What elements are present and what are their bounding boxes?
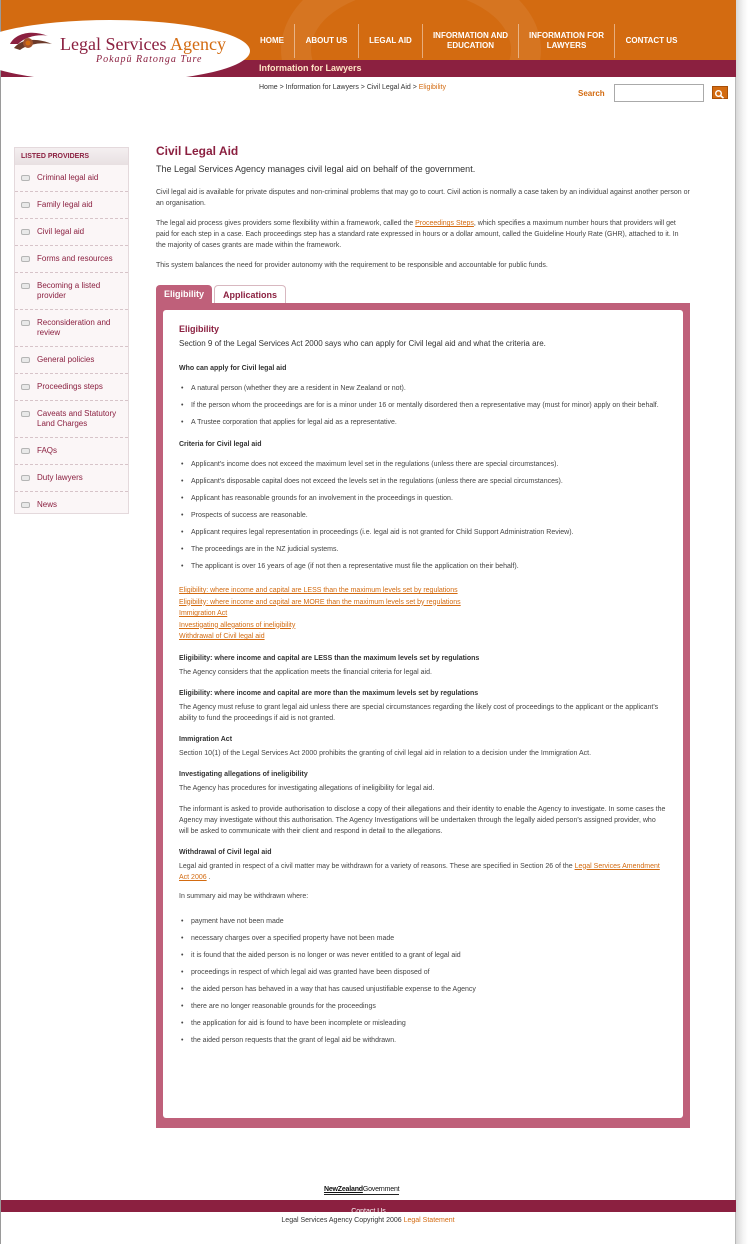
list-item: • the application for aid is found to have been incomplete or misleading bbox=[179, 1019, 667, 1028]
breadcrumb-home[interactable]: Home bbox=[259, 84, 278, 91]
sidebar-item-label: Criminal legal aid bbox=[37, 173, 99, 182]
main-nav bbox=[250, 24, 688, 58]
list-item: • A natural person (whether they are a resident in New Zealand or not). bbox=[179, 384, 667, 393]
sidebar-item-label: General policies bbox=[37, 355, 95, 364]
eligibility-intro: Section 9 of the Legal Services Act 2000 says who can apply for Civil legal aid and what the criteria are. bbox=[179, 339, 546, 348]
logo-name-agency: Agency bbox=[169, 34, 226, 54]
search-input[interactable] bbox=[614, 84, 704, 102]
site-logo[interactable] bbox=[8, 30, 238, 70]
investigating-text-1: The Agency has procedures for investigating allegations of ineligibility for legal aid. bbox=[179, 784, 435, 792]
more-text: The Agency must refuse to grant legal aid unless there are special circumstances regarding the likely cost of proceedings to the applicant or the applicant's ability to fund the proceedings if aid is not granted. bbox=[179, 703, 659, 722]
page-shadow bbox=[736, 0, 748, 1244]
logo-name-legal: Legal Services bbox=[60, 34, 167, 54]
list-item: • the aided person has behaved in a way that has caused unjustifiable expense to the Agency bbox=[179, 985, 667, 994]
bullet-icon bbox=[21, 411, 30, 417]
sidebar-menu bbox=[15, 165, 128, 518]
list-item: • If the person whom the proceedings are for is a minor under 16 or mentally disordered then a representative may (must for minor) apply on their behalf. bbox=[179, 401, 667, 410]
search-label: Search bbox=[578, 89, 605, 98]
nav-legal-aid[interactable]: LEGAL AID bbox=[358, 24, 422, 58]
sidebar-item-civil-legal-aid[interactable] bbox=[15, 219, 128, 246]
sidebar-item-label: Becoming a listed provider bbox=[37, 281, 101, 300]
bullet-icon bbox=[21, 320, 30, 326]
list-item: • Applicant's income does not exceed the maximum level set in the regulations (unless there are special circumstances). bbox=[179, 460, 667, 469]
sidebar-item-reconsideration-and-review[interactable] bbox=[15, 310, 128, 347]
withdrawal-heading: Withdrawal of Civil legal aid bbox=[179, 848, 272, 856]
legal-statement-link[interactable]: Legal Statement bbox=[403, 1217, 455, 1224]
sidebar-item-label: Caveats and Statutory Land Charges bbox=[37, 409, 117, 428]
contact-us-link[interactable]: Contact Us bbox=[351, 1208, 386, 1215]
sidebar-item-becoming-a-listed-provider[interactable] bbox=[15, 273, 128, 310]
summary-intro: In summary aid may be withdrawn where: bbox=[179, 892, 309, 900]
list-item: • necessary charges over a specified property have not been made bbox=[179, 934, 667, 943]
intro-paragraph: Civil legal aid is available for private disputes and non-criminal problems that may go to court. Civil action is normally a case taken by an individual against another person or an organisation. bbox=[156, 189, 690, 207]
nav-information-for-lawyers[interactable]: INFORMATION FOR LAWYERS bbox=[518, 24, 614, 58]
link-eligibility-less[interactable]: Eligibility: where income and capital are LESS than the maximum levels set by regulations bbox=[179, 587, 458, 594]
sidebar-item-label: Duty lawyers bbox=[37, 473, 83, 482]
nav-home[interactable]: HOME bbox=[260, 36, 284, 45]
copyright-text: Legal Services Agency Copyright 2006 bbox=[281, 1217, 402, 1224]
eligibility-card bbox=[163, 310, 683, 1118]
link-eligibility-more[interactable]: Eligibility: where income and capital are MORE than the maximum levels set by regulations bbox=[179, 598, 461, 606]
content-tabs bbox=[156, 285, 288, 303]
listed-providers-sidebar bbox=[14, 147, 129, 514]
tab-eligibility[interactable]: Eligibility bbox=[156, 285, 212, 303]
list-item: • Applicant's disposable capital does not exceed the levels set in the regulations (unless there are special circumstances). bbox=[179, 477, 667, 486]
bullet-icon bbox=[21, 175, 30, 181]
bullet-icon bbox=[21, 448, 30, 454]
immigration-text: Section 10(1) of the Legal Services Act 2000 prohibits the granting of civil legal aid in relation to a decision under the Immigration Act. bbox=[179, 749, 592, 757]
nav-contact-us[interactable]: CONTACT US bbox=[614, 24, 688, 58]
logo-name bbox=[60, 34, 226, 55]
sidebar-item-label: Reconsideration and review bbox=[37, 318, 111, 337]
breadcrumb-current: Eligibility bbox=[418, 84, 446, 91]
list-item: • Applicant requires legal representation in proceedings (i.e. legal aid is not granted for Child Support Administration Review). bbox=[179, 528, 667, 537]
less-text: The Agency considers that the application meets the financial criteria for legal aid. bbox=[179, 668, 432, 676]
sidebar-item-label: FAQs bbox=[37, 446, 58, 455]
nzgov-part2: Government bbox=[362, 1186, 400, 1193]
balance-paragraph: This system balances the need for provider autonomy with the requirement to be responsible and accountable for public funds. bbox=[156, 262, 548, 269]
investigating-text-2: The informant is asked to provide authorisation to disclose a copy of their allegations and their identity to enable the Agency to investigate. In some cases the Agency may investigate without this authorisation. The Agency Investigations will be undertaken through the legally aided person's assigned provider, who will be asked to communicate with their client and respond in detail to the allegations. bbox=[179, 805, 666, 835]
criteria-heading: Criteria for Civil legal aid bbox=[179, 441, 262, 448]
breadcrumb: Home > Information for Lawyers > Civil Legal Aid > Eligibility bbox=[259, 84, 446, 91]
breadcrumb-civil-legal-aid[interactable]: Civil Legal Aid bbox=[366, 84, 411, 91]
tab-applications[interactable]: Applications bbox=[214, 285, 286, 303]
withdrawal-text bbox=[179, 861, 667, 883]
who-can-apply-list bbox=[179, 384, 667, 427]
withdrawal-text-after: . bbox=[206, 873, 211, 881]
nav-information-and-education[interactable]: INFORMATION AND EDUCATION bbox=[422, 24, 518, 58]
breadcrumb-information-for-lawyers[interactable]: Information for Lawyers bbox=[285, 84, 359, 91]
sidebar-item-label: Proceedings steps bbox=[37, 382, 103, 391]
sidebar-item-criminal-legal-aid[interactable] bbox=[15, 165, 128, 192]
nz-government-logo[interactable] bbox=[324, 1186, 399, 1195]
link-investigating-allegations[interactable]: Investigating allegations of ineligibility bbox=[179, 621, 296, 629]
withdrawal-text-before: Legal aid granted in respect of a civil matter may be withdrawn for a variety of reasons. These are specified in Section 26 of the bbox=[179, 862, 575, 870]
bullet-icon bbox=[21, 502, 30, 508]
bullet-icon bbox=[21, 202, 30, 208]
list-item: • A Trustee corporation that applies for legal aid as a representative. bbox=[179, 418, 667, 427]
nzgov-part1: NewZealand bbox=[324, 1186, 363, 1193]
list-item: • there are no longer reasonable grounds for the proceedings bbox=[179, 1002, 667, 1011]
list-item: • Applicant has reasonable grounds for an involvement in the proceedings in question. bbox=[179, 494, 667, 503]
sidebar-item-caveats[interactable] bbox=[15, 401, 128, 438]
copyright bbox=[0, 1217, 736, 1224]
search-button[interactable] bbox=[712, 86, 728, 99]
sidebar-item-label: Civil legal aid bbox=[37, 227, 85, 236]
sidebar-item-faqs[interactable] bbox=[15, 438, 128, 465]
bullet-icon bbox=[21, 229, 30, 235]
section-title: Information for Lawyers bbox=[259, 63, 362, 73]
list-item: • proceedings in respect of which legal aid was granted have been disposed of bbox=[179, 968, 667, 977]
logo-tagline: Pokapū Ratonga Ture bbox=[96, 54, 203, 65]
list-item: • payment have not been made bbox=[179, 917, 667, 926]
page-title: Civil Legal Aid bbox=[156, 144, 239, 158]
bullet-icon bbox=[21, 384, 30, 390]
main-content bbox=[156, 144, 690, 1044]
search-icon bbox=[713, 89, 727, 100]
list-item: • The proceedings are in the NZ judicial systems. bbox=[179, 545, 667, 554]
footer-bar bbox=[1, 1200, 736, 1215]
framework-paragraph bbox=[156, 218, 690, 251]
sidebar-item-proceedings-steps[interactable] bbox=[15, 374, 128, 401]
list-item: • the aided person requests that the grant of legal aid be withdrawn. bbox=[179, 1036, 667, 1045]
withdrawal-reasons-list bbox=[179, 917, 667, 1045]
nav-about-us[interactable]: ABOUT US bbox=[294, 24, 358, 58]
link-immigration-act[interactable]: Immigration Act bbox=[179, 610, 228, 617]
logo-mark-icon bbox=[8, 30, 56, 56]
sidebar-item-duty-lawyers[interactable] bbox=[15, 465, 128, 492]
bullet-icon bbox=[21, 256, 30, 262]
proceedings-steps-link[interactable]: Proceedings Steps bbox=[415, 220, 474, 227]
framework-text-before: The legal aid process gives providers some flexibility within a framework, called the bbox=[156, 220, 416, 227]
sidebar-heading: LISTED PROVIDERS bbox=[15, 148, 128, 165]
sidebar-item-label: News bbox=[37, 500, 58, 509]
list-item: • Prospects of success are reasonable. bbox=[179, 511, 667, 520]
bullet-icon bbox=[21, 283, 30, 289]
sidebar-item-news[interactable] bbox=[15, 492, 128, 518]
immigration-heading: Immigration Act bbox=[179, 735, 233, 743]
framework-text-after: , which specifies a maximum number hours that providers will get paid for each step in a case. Each proceedings step has a standard rate expressed in hours or a dollar amount, called the Guideline Hourly Rate (GHR), attached to it. In the majority of cases grants are made within the framework. bbox=[156, 220, 679, 249]
criteria-list bbox=[179, 460, 667, 571]
bullet-icon bbox=[21, 357, 30, 363]
link-withdrawal[interactable]: Withdrawal of Civil legal aid bbox=[179, 633, 265, 640]
less-heading: Eligibility: where income and capital are LESS than the maximum levels set by regulations bbox=[179, 654, 480, 662]
tab-panel bbox=[156, 303, 690, 1128]
sidebar-item-general-policies[interactable] bbox=[15, 347, 128, 374]
sidebar-item-label: Forms and resources bbox=[37, 254, 113, 263]
lead-text: The Legal Services Agency manages civil legal aid on behalf of the government. bbox=[156, 164, 476, 174]
more-heading: Eligibility: where income and capital are more than the maximum levels set by regulations bbox=[179, 689, 479, 697]
who-can-apply-heading: Who can apply for Civil legal aid bbox=[179, 365, 287, 372]
sidebar-item-label: Family legal aid bbox=[37, 200, 93, 209]
investigating-heading: Investigating allegations of ineligibility bbox=[179, 770, 308, 778]
bullet-icon bbox=[21, 475, 30, 481]
list-item: • The applicant is over 16 years of age (if not then a representative must file the application on their behalf). bbox=[179, 562, 667, 571]
sidebar-item-family-legal-aid[interactable] bbox=[15, 192, 128, 219]
anchor-links bbox=[179, 585, 667, 643]
list-item: • it is found that the aided person is no longer or was never entitled to a grant of legal aid bbox=[179, 951, 667, 960]
legal-services-amendment-act-link[interactable]: Legal Services Amendment Act 2006 bbox=[179, 862, 660, 881]
sidebar-item-forms-and-resources[interactable] bbox=[15, 246, 128, 273]
eligibility-title: Eligibility bbox=[179, 324, 220, 334]
